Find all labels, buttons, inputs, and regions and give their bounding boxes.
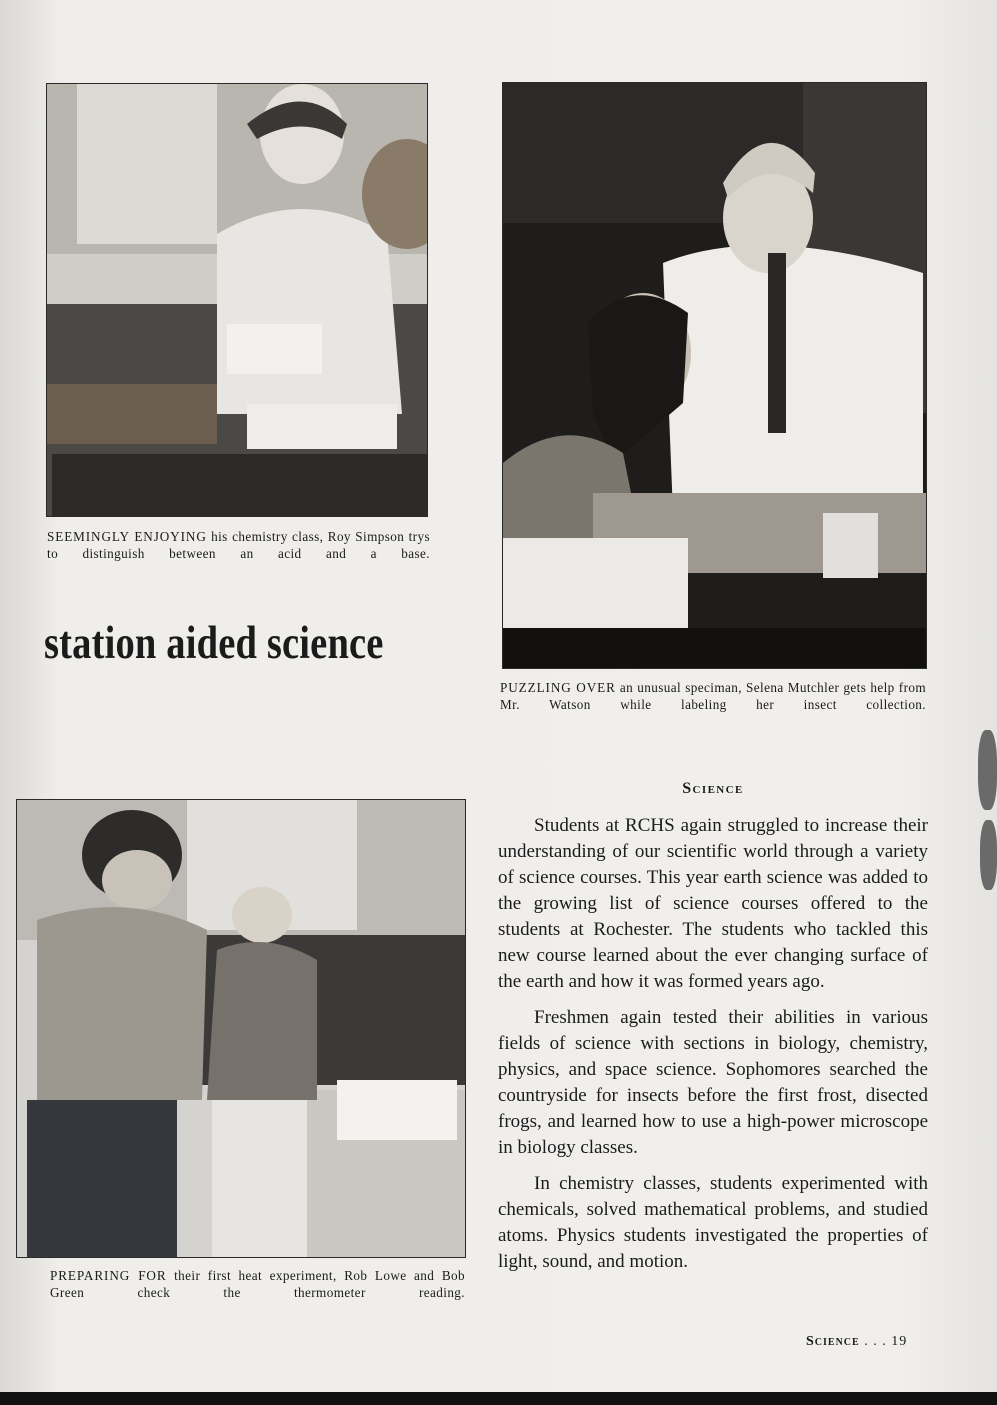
footer-dots: . . . bbox=[864, 1334, 887, 1349]
scan-edge-mark bbox=[980, 820, 997, 890]
caption-lead: PREPARING FOR bbox=[50, 1268, 167, 1283]
article-paragraph: Students at RCHS again struggled to increase their understanding of our scientific world through a variety of science courses. This year earth science was added to the growing list of science courses offered to the students at Rochester. The students who tackled this new course learned about the ever changing surface of the earth and how it was formed years ago. bbox=[498, 815, 928, 992]
section-heading: Science bbox=[682, 780, 744, 797]
article-paragraph: Freshmen again tested their abilities in various fields of science with sections in biology, chemistry, physics, and space science. Sophomores searched the countryside for insects before the first frost, disected frogs, and learned how to use a high-power microscope in biology classes. bbox=[498, 1007, 928, 1158]
article-paragraph: In chemistry classes, students experimented with chemicals, solved mathematical problems, and studied atoms. Physics students investigated the properties of light, sound, and motion. bbox=[498, 1173, 928, 1272]
photo-chemistry-class bbox=[46, 83, 428, 517]
caption-text: an unusual speciman, Selena Mutchler gets help from Mr. Watson while labeling her insect collection. bbox=[500, 680, 927, 712]
page-number: 19 bbox=[891, 1334, 908, 1349]
caption-text: his chemistry class, Roy Simpson trys to distinguish between an acid and a base. bbox=[47, 529, 431, 561]
photo-heat-experiment bbox=[16, 799, 466, 1258]
footer-section-name: Science bbox=[806, 1334, 860, 1349]
page-headline: station aided science bbox=[44, 617, 384, 669]
scan-bottom-edge bbox=[0, 1392, 997, 1405]
page-footer bbox=[806, 1334, 907, 1350]
scan-edge-mark bbox=[978, 730, 997, 810]
photo-caption bbox=[47, 528, 430, 562]
caption-lead: SEEMINGLY ENJOYING bbox=[47, 529, 207, 544]
article-body bbox=[498, 813, 928, 1285]
photo-insect-collection bbox=[502, 82, 927, 669]
photo-caption bbox=[50, 1267, 465, 1301]
caption-lead: PUZZLING OVER bbox=[500, 680, 616, 695]
caption-text: their first heat experiment, Rob Lowe and Bob Green check the thermometer reading. bbox=[50, 1268, 466, 1300]
photo-caption bbox=[500, 679, 926, 713]
